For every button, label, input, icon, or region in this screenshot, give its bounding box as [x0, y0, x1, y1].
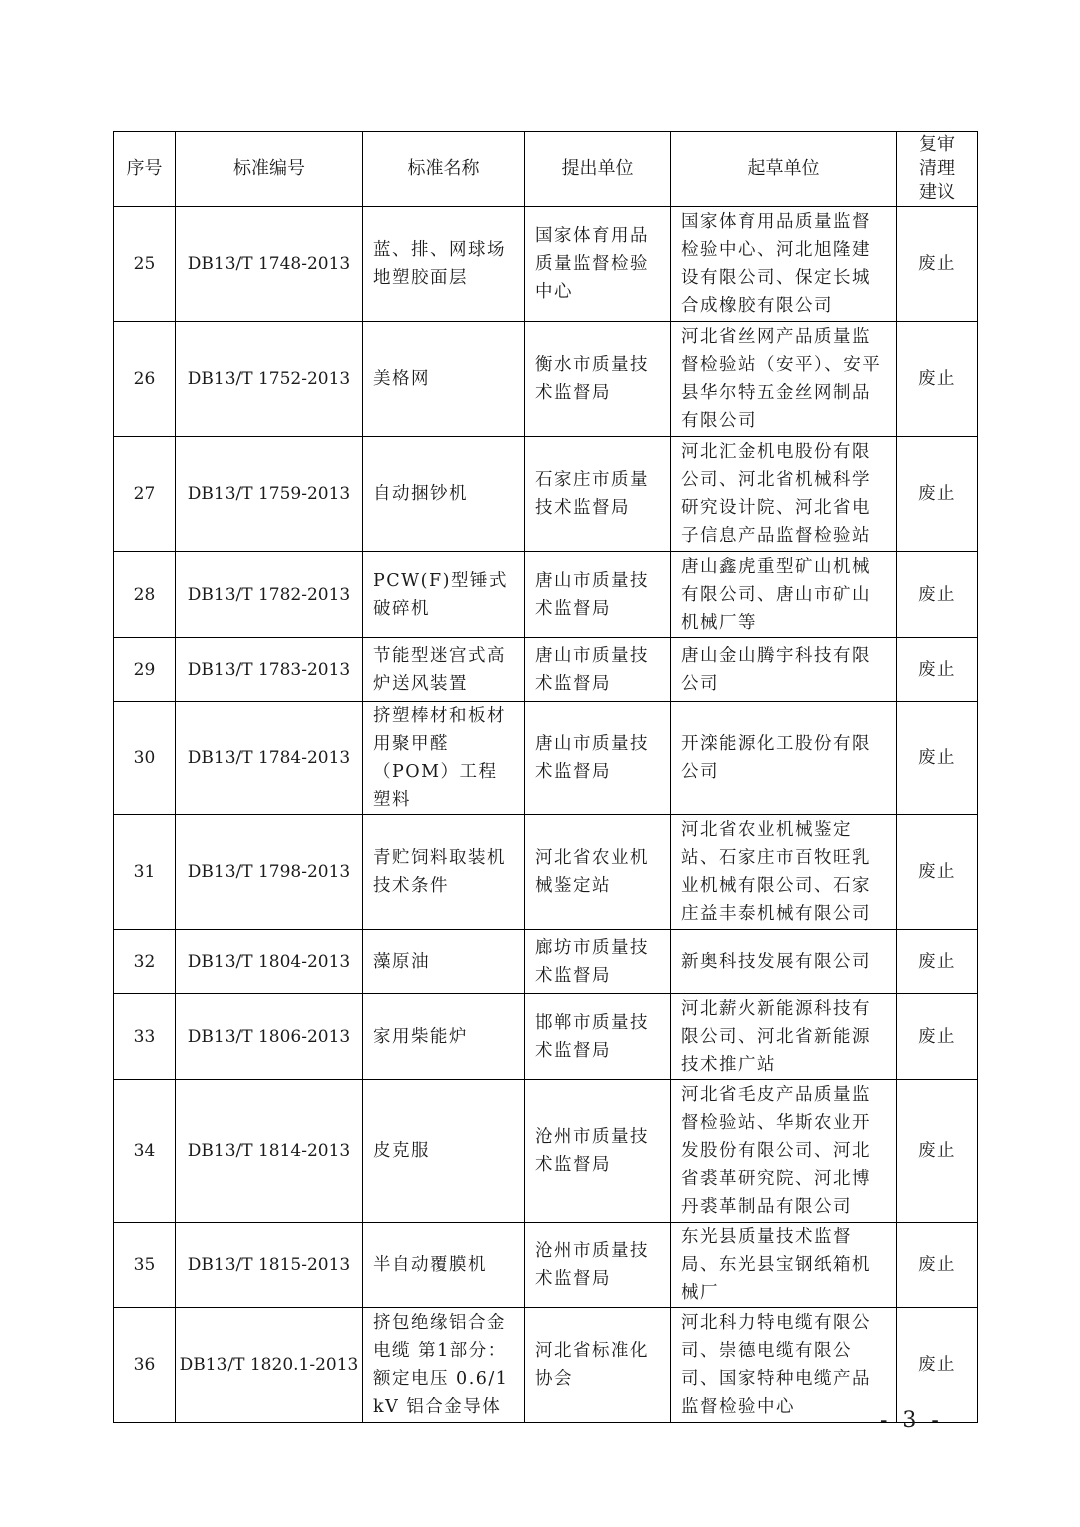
row-recommendation: 废止: [897, 1080, 978, 1223]
row-drafter: 河北省丝网产品质量监督检验站（安平）、安平县华尔特五金丝网制品有限公司: [671, 322, 897, 437]
row-no: 31: [114, 815, 176, 930]
table-row: [114, 322, 978, 437]
header-proposer: 提出单位: [525, 132, 671, 207]
row-code: DB13/T 1783-2013: [176, 638, 363, 702]
row-proposer: 唐山市质量技术监督局: [525, 702, 671, 815]
row-proposer: 衡水市质量技术监督局: [525, 322, 671, 437]
table-row: [114, 815, 978, 930]
row-code: DB13/T 1784-2013: [176, 702, 363, 815]
row-name: 美格网: [363, 322, 525, 437]
row-recommendation: 废止: [897, 994, 978, 1080]
row-drafter: 河北科力特电缆有限公司、崇德电缆有限公司、国家特种电缆产品监督检验中心: [671, 1308, 897, 1423]
row-code: DB13/T 1782-2013: [176, 552, 363, 638]
header-drafter: 起草单位: [671, 132, 897, 207]
header-name: 标准名称: [363, 132, 525, 207]
header-review-line-2: 清理: [919, 158, 955, 179]
row-name: 挤塑棒材和板材用聚甲醛（POM）工程塑料: [363, 702, 525, 815]
row-recommendation: 废止: [897, 437, 978, 552]
table-row: [114, 1080, 978, 1223]
header-review-line-1: 复审: [919, 134, 955, 155]
standards-table: [113, 131, 978, 1423]
row-no: 28: [114, 552, 176, 638]
row-name: 蓝、排、网球场地塑胶面层: [363, 207, 525, 322]
row-code: DB13/T 1815-2013: [176, 1223, 363, 1308]
row-drafter: 河北汇金机电股份有限公司、河北省机械科学研究设计院、河北省电子信息产品监督检验站: [671, 437, 897, 552]
row-proposer: 唐山市质量技术监督局: [525, 638, 671, 702]
row-drafter: 开滦能源化工股份有限公司: [671, 702, 897, 815]
header-review-line-3: 建议: [919, 182, 955, 203]
row-proposer: 河北省农业机械鉴定站: [525, 815, 671, 930]
row-name: 挤包绝缘铝合金电缆 第1部分：额定电压 0.6/1 kV 铝合金导体: [363, 1308, 525, 1423]
row-proposer: 石家庄市质量技术监督局: [525, 437, 671, 552]
row-drafter: 河北薪火新能源科技有限公司、河北省新能源技术推广站: [671, 994, 897, 1080]
row-no: 34: [114, 1080, 176, 1223]
row-recommendation: 废止: [897, 207, 978, 322]
row-name: 皮克服: [363, 1080, 525, 1223]
header-no: 序号: [114, 132, 176, 207]
row-recommendation: 废止: [897, 552, 978, 638]
table-row: [114, 994, 978, 1080]
table-row: [114, 1308, 978, 1423]
row-drafter: 唐山金山腾宇科技有限公司: [671, 638, 897, 702]
row-code: DB13/T 1820.1-2013: [176, 1308, 363, 1423]
row-code: DB13/T 1748-2013: [176, 207, 363, 322]
row-recommendation: 废止: [897, 638, 978, 702]
row-proposer: 沧州市质量技术监督局: [525, 1080, 671, 1223]
row-no: 27: [114, 437, 176, 552]
row-no: 30: [114, 702, 176, 815]
row-no: 25: [114, 207, 176, 322]
row-code: DB13/T 1806-2013: [176, 994, 363, 1080]
row-drafter: 东光县质量技术监督局、东光县宝钢纸箱机械厂: [671, 1223, 897, 1308]
row-recommendation: 废止: [897, 322, 978, 437]
row-drafter: 河北省毛皮产品质量监督检验站、华斯农业开发股份有限公司、河北省裘革研究院、河北博丹裘革制品有限公司: [671, 1080, 897, 1223]
row-code: DB13/T 1752-2013: [176, 322, 363, 437]
row-code: DB13/T 1804-2013: [176, 930, 363, 994]
row-proposer: 廊坊市质量技术监督局: [525, 930, 671, 994]
row-name: 藻原油: [363, 930, 525, 994]
row-recommendation: 废止: [897, 702, 978, 815]
row-code: DB13/T 1814-2013: [176, 1080, 363, 1223]
table-header-row: [114, 132, 978, 207]
row-name: 半自动覆膜机: [363, 1223, 525, 1308]
header-review: [897, 132, 978, 207]
row-recommendation: 废止: [897, 815, 978, 930]
row-name: PCW(F)型锤式破碎机: [363, 552, 525, 638]
row-drafter: 国家体育用品质量监督检验中心、河北旭隆建设有限公司、保定长城合成橡胶有限公司: [671, 207, 897, 322]
row-no: 36: [114, 1308, 176, 1423]
table-row: [114, 207, 978, 322]
row-proposer: 国家体育用品质量监督检验中心: [525, 207, 671, 322]
row-drafter: 唐山鑫虎重型矿山机械有限公司、唐山市矿山机械厂等: [671, 552, 897, 638]
table-row: [114, 930, 978, 994]
row-drafter: 河北省农业机械鉴定站、石家庄市百牧旺乳业机械有限公司、石家庄益丰泰机械有限公司: [671, 815, 897, 930]
page-number: - 3 -: [880, 1408, 943, 1433]
row-no: 26: [114, 322, 176, 437]
row-name: 节能型迷宫式高炉送风装置: [363, 638, 525, 702]
row-no: 35: [114, 1223, 176, 1308]
row-recommendation: 废止: [897, 1223, 978, 1308]
row-no: 29: [114, 638, 176, 702]
table-row: [114, 702, 978, 815]
row-proposer: 沧州市质量技术监督局: [525, 1223, 671, 1308]
row-proposer: 河北省标准化协会: [525, 1308, 671, 1423]
row-recommendation: 废止: [897, 1308, 978, 1423]
row-code: DB13/T 1759-2013: [176, 437, 363, 552]
row-drafter: 新奥科技发展有限公司: [671, 930, 897, 994]
row-name: 自动捆钞机: [363, 437, 525, 552]
row-name: 青贮饲料取装机技术条件: [363, 815, 525, 930]
row-no: 33: [114, 994, 176, 1080]
row-code: DB13/T 1798-2013: [176, 815, 363, 930]
table-row: [114, 1223, 978, 1308]
row-proposer: 唐山市质量技术监督局: [525, 552, 671, 638]
row-recommendation: 废止: [897, 930, 978, 994]
table-row: [114, 552, 978, 638]
header-code: 标准编号: [176, 132, 363, 207]
row-name: 家用柴能炉: [363, 994, 525, 1080]
table-row: [114, 638, 978, 702]
row-proposer: 邯郸市质量技术监督局: [525, 994, 671, 1080]
table-row: [114, 437, 978, 552]
row-no: 32: [114, 930, 176, 994]
